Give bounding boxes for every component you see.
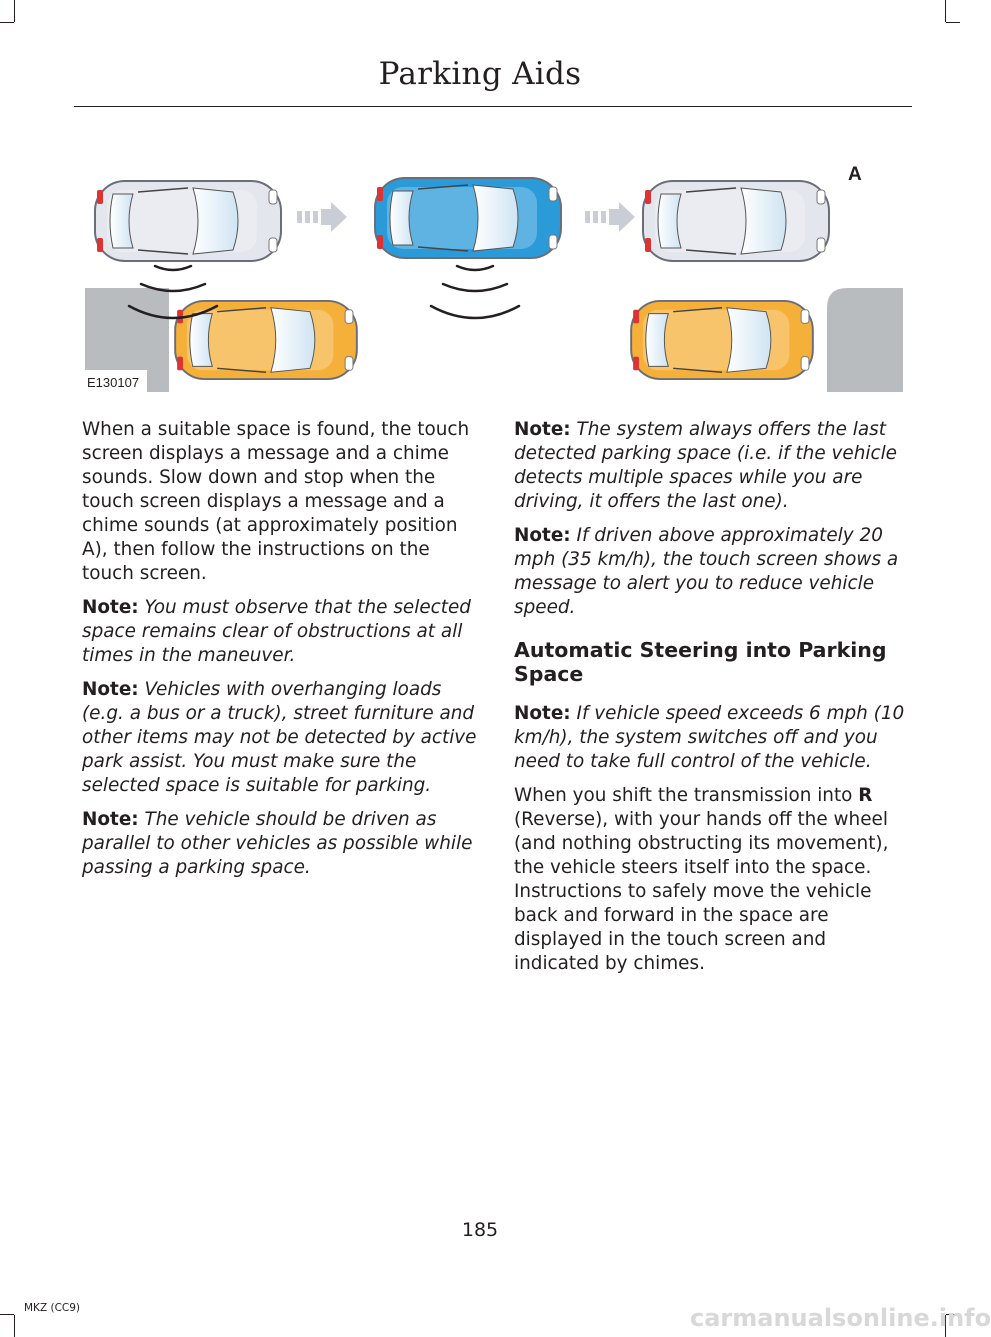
crop-mark [946,22,960,23]
page-number: 185 [461,1219,499,1241]
watermark: carmanualsonline.info [690,1304,991,1332]
crop-mark [14,0,15,22]
right-column [514,418,909,986]
note-text: Vehicles with overhanging loads (e.g. a bus or a truck), street furniture and other items may not be detected by active park assist. You must make sure the selected space is suitable for parking. [82,679,477,796]
crop-mark [0,22,14,23]
note [514,702,909,774]
note-text: The system always offers the last detected parking space (i.e. if the vehicle detects multiple spaces while you are driving, it offers the last one). [514,419,897,512]
crop-mark [945,0,946,22]
note-label: Note: [514,703,571,724]
model-code: MKZ (CC9) [24,1302,81,1314]
note [514,524,909,620]
text-span: When you shift the transmission into [514,785,853,806]
section-heading: Automatic Steering into Parking Space [514,638,887,686]
left-column [82,418,477,890]
text-span: (Reverse), with your hands off the wheel (and nothing obstructing its movement), the vehicle steers itself into the space. Instructions to safely move the vehicle back and forward in the space are displayed in the touch screen and indicated by chimes. [514,809,889,974]
note-label: Note: [82,809,139,830]
car-blue-center [375,178,561,258]
car-silver-right [643,181,829,261]
note-label: Note: [514,525,571,546]
note-text: You must observe that the selected space remains clear of obstructions at all times in the maneuver. [82,597,471,666]
position-a-label: A [848,164,862,185]
parking-illustration [85,160,903,392]
note-text: If vehicle speed exceeds 6 mph (10 km/h), the system switches off and you need to take full control of the vehicle. [514,703,905,772]
note-text: The vehicle should be driven as parallel to other vehicles as possible while passing a parking space. [82,809,473,878]
arrow-icon [297,202,347,232]
body-paragraph [514,784,909,976]
crop-mark [0,1314,14,1315]
figure-code: E130107 [87,375,140,390]
note-text: If driven above approximately 20 mph (35 km/h), the touch screen shows a message to alert you to reduce vehicle speed. [514,525,899,618]
gear-letter: R [858,785,873,806]
note [514,418,909,514]
note [82,678,477,798]
car-orange-right [631,301,813,379]
intro-paragraph: When a suitable space is found, the touch screen displays a message and a chime sounds. Slow down and stop when the touch screen displays a message and a chime sounds (at approximately position A), then follow the instructions on the touch screen. [82,419,470,584]
car-silver-left [95,181,281,261]
note-label: Note: [82,679,139,700]
note [82,596,477,668]
crop-mark [14,1315,15,1337]
parking-diagram [85,160,903,392]
note-label: Note: [514,419,571,440]
note-label: Note: [82,597,139,618]
arrow-icon [585,202,635,232]
header-rule [74,106,912,107]
note [82,808,477,880]
page-title: Parking Aids [378,56,582,92]
